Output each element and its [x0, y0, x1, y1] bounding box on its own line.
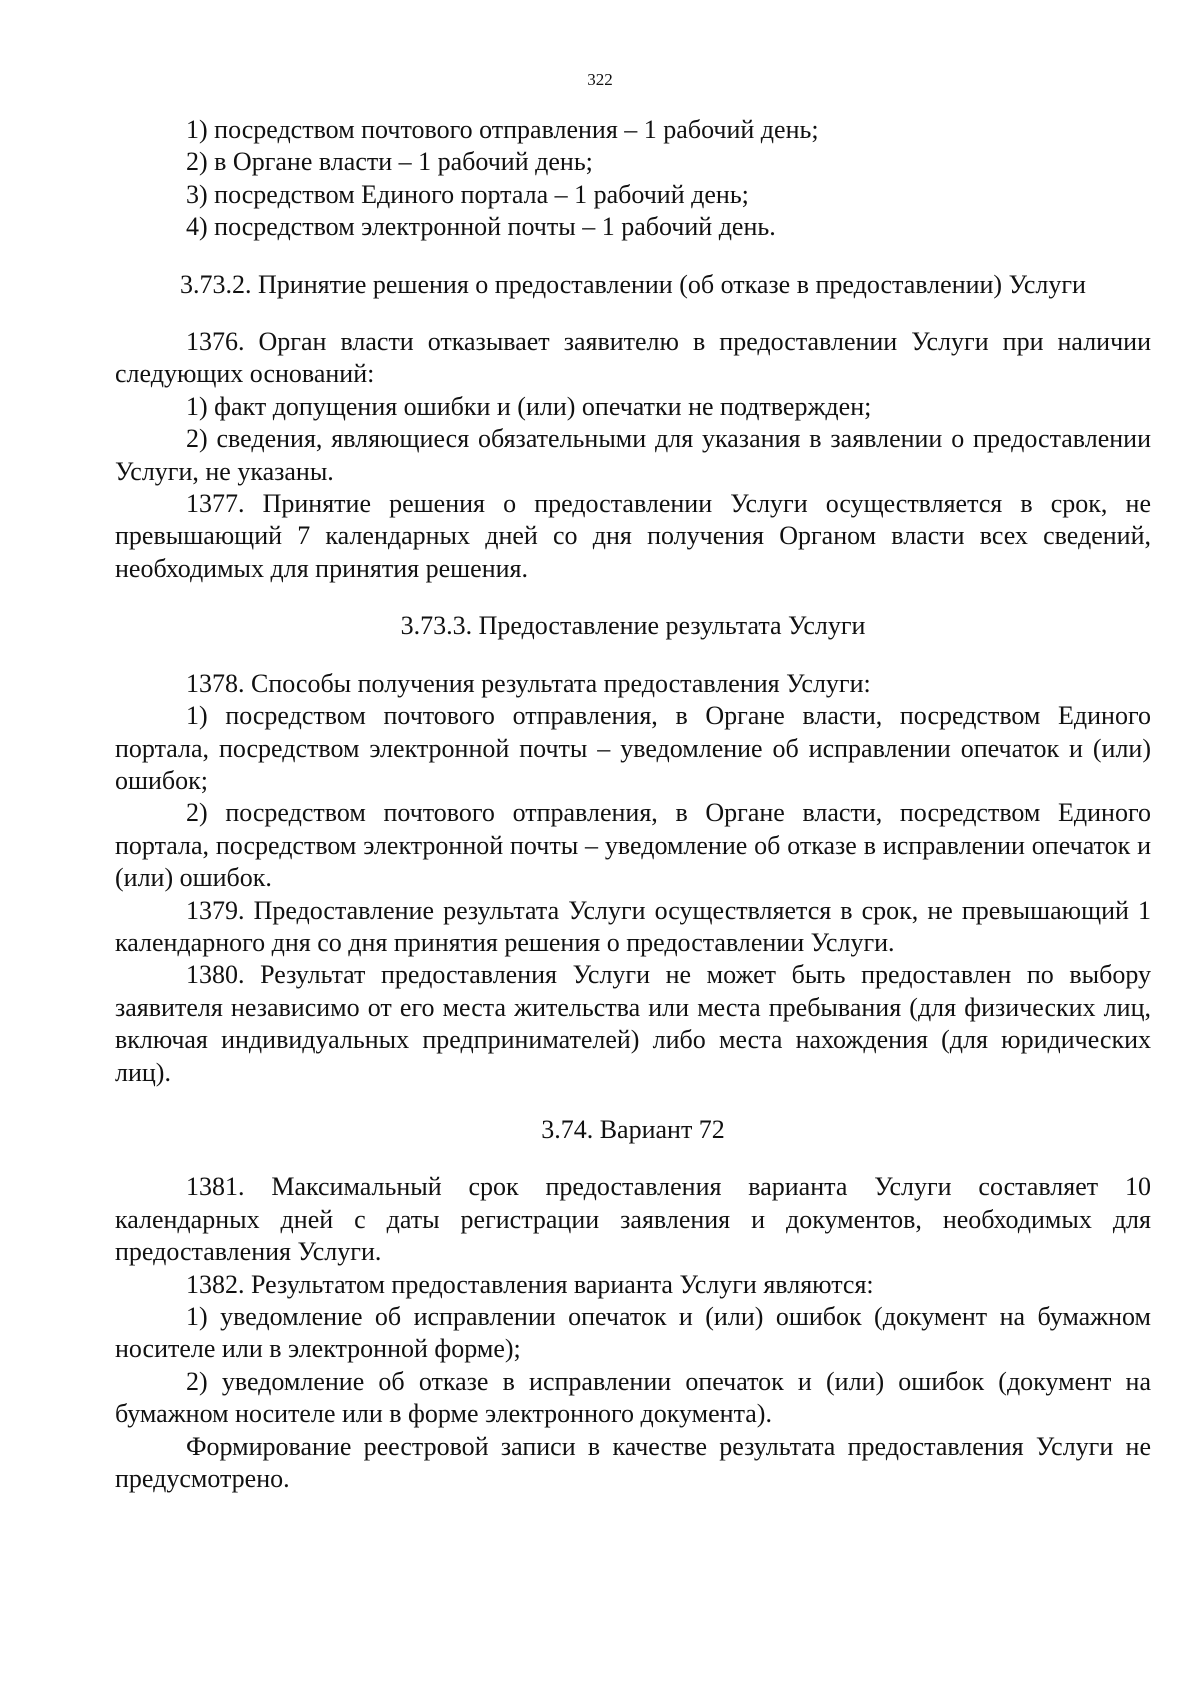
paragraph-1378: 1378. Способы получения результата предоставления Услуги: [186, 668, 871, 698]
paragraph-1381: 1381. Максимальный срок предоставления варианта Услуги составляет 10 календарных дней с даты регистрации заявления и документов, необходимых для предоставления Услуги. [115, 1172, 1151, 1267]
paragraph-1379: 1379. Предоставление результата Услуги осуществляется в срок, не превышающий 1 календарного дня со дня принятия решения о предоставлении Услуги. [115, 895, 1151, 957]
document-body [115, 114, 1151, 1495]
list-item-portal: 3) посредством Единого портала – 1 рабочий день; [186, 179, 749, 209]
section-heading-3-73-2: 3.73.2. Принятие решения о предоставлении (об отказе в предоставлении) Услуги [180, 269, 1086, 299]
list-item-info-missing: 2) сведения, являющиеся обязательными для указания в заявлении о предоставлении Услуги, не указаны. [115, 424, 1151, 486]
paragraph-1376: 1376. Орган власти отказывает заявителю в предоставлении Услуги при наличии следующих оснований: [115, 327, 1151, 389]
list-item-result-refusal: 2) посредством почтового отправления, в Органе власти, посредством Единого портала, посредством электронной почты – уведомление об отказе в исправлении опечаток и (или) ошибок. [115, 798, 1151, 893]
list-item-notice-refusal: 2) уведомление об отказе в исправлении опечаток и (или) ошибок (документ на бумажном носителе или в форме электронного документа). [115, 1366, 1151, 1429]
list-item-error-not-confirmed: 1) факт допущения ошибки и (или) опечатки не подтвержден; [186, 391, 872, 421]
paragraph-registry-record: Формирование реестровой записи в качестве результата предоставления Услуги не предусмотрено. [115, 1431, 1151, 1494]
paragraph-1380: 1380. Результат предоставления Услуги не может быть предоставлен по выбору заявителя независимо от его места жительства или места пребывания (для физических лиц, включая индивидуальных предпринимателей) либо места нахождения (для юридических лиц). [115, 960, 1151, 1087]
section-heading-3-74: 3.74. Вариант 72 [541, 1114, 725, 1144]
list-item-result-correction: 1) посредством почтового отправления, в Органе власти, посредством Единого портала, посредством электронной почты – уведомление об исправлении опечаток и (или) ошибок; [115, 701, 1151, 795]
section-heading-3-73-3: 3.73.3. Предоставление результата Услуги [400, 611, 866, 641]
list-item-notice-correction: 1) уведомление об исправлении опечаток и (или) ошибок (документ на бумажном носителе или в электронной форме); [115, 1302, 1151, 1364]
page-number: 322 [587, 70, 613, 89]
list-item-postal: 1) посредством почтового отправления – 1 рабочий день; [186, 115, 819, 144]
paragraph-1382: 1382. Результатом предоставления варианта Услуги являются: [186, 1269, 874, 1299]
list-item-authority: 2) в Органе власти – 1 рабочий день; [186, 147, 593, 177]
paragraph-1377: 1377. Принятие решения о предоставлении Услуги осуществляется в срок, не превышающий 7 календарных дней со дня получения Органом власти всех сведений, необходимых для принятия решения. [115, 489, 1151, 583]
list-item-email: 4) посредством электронной почты – 1 рабочий день. [186, 212, 776, 242]
